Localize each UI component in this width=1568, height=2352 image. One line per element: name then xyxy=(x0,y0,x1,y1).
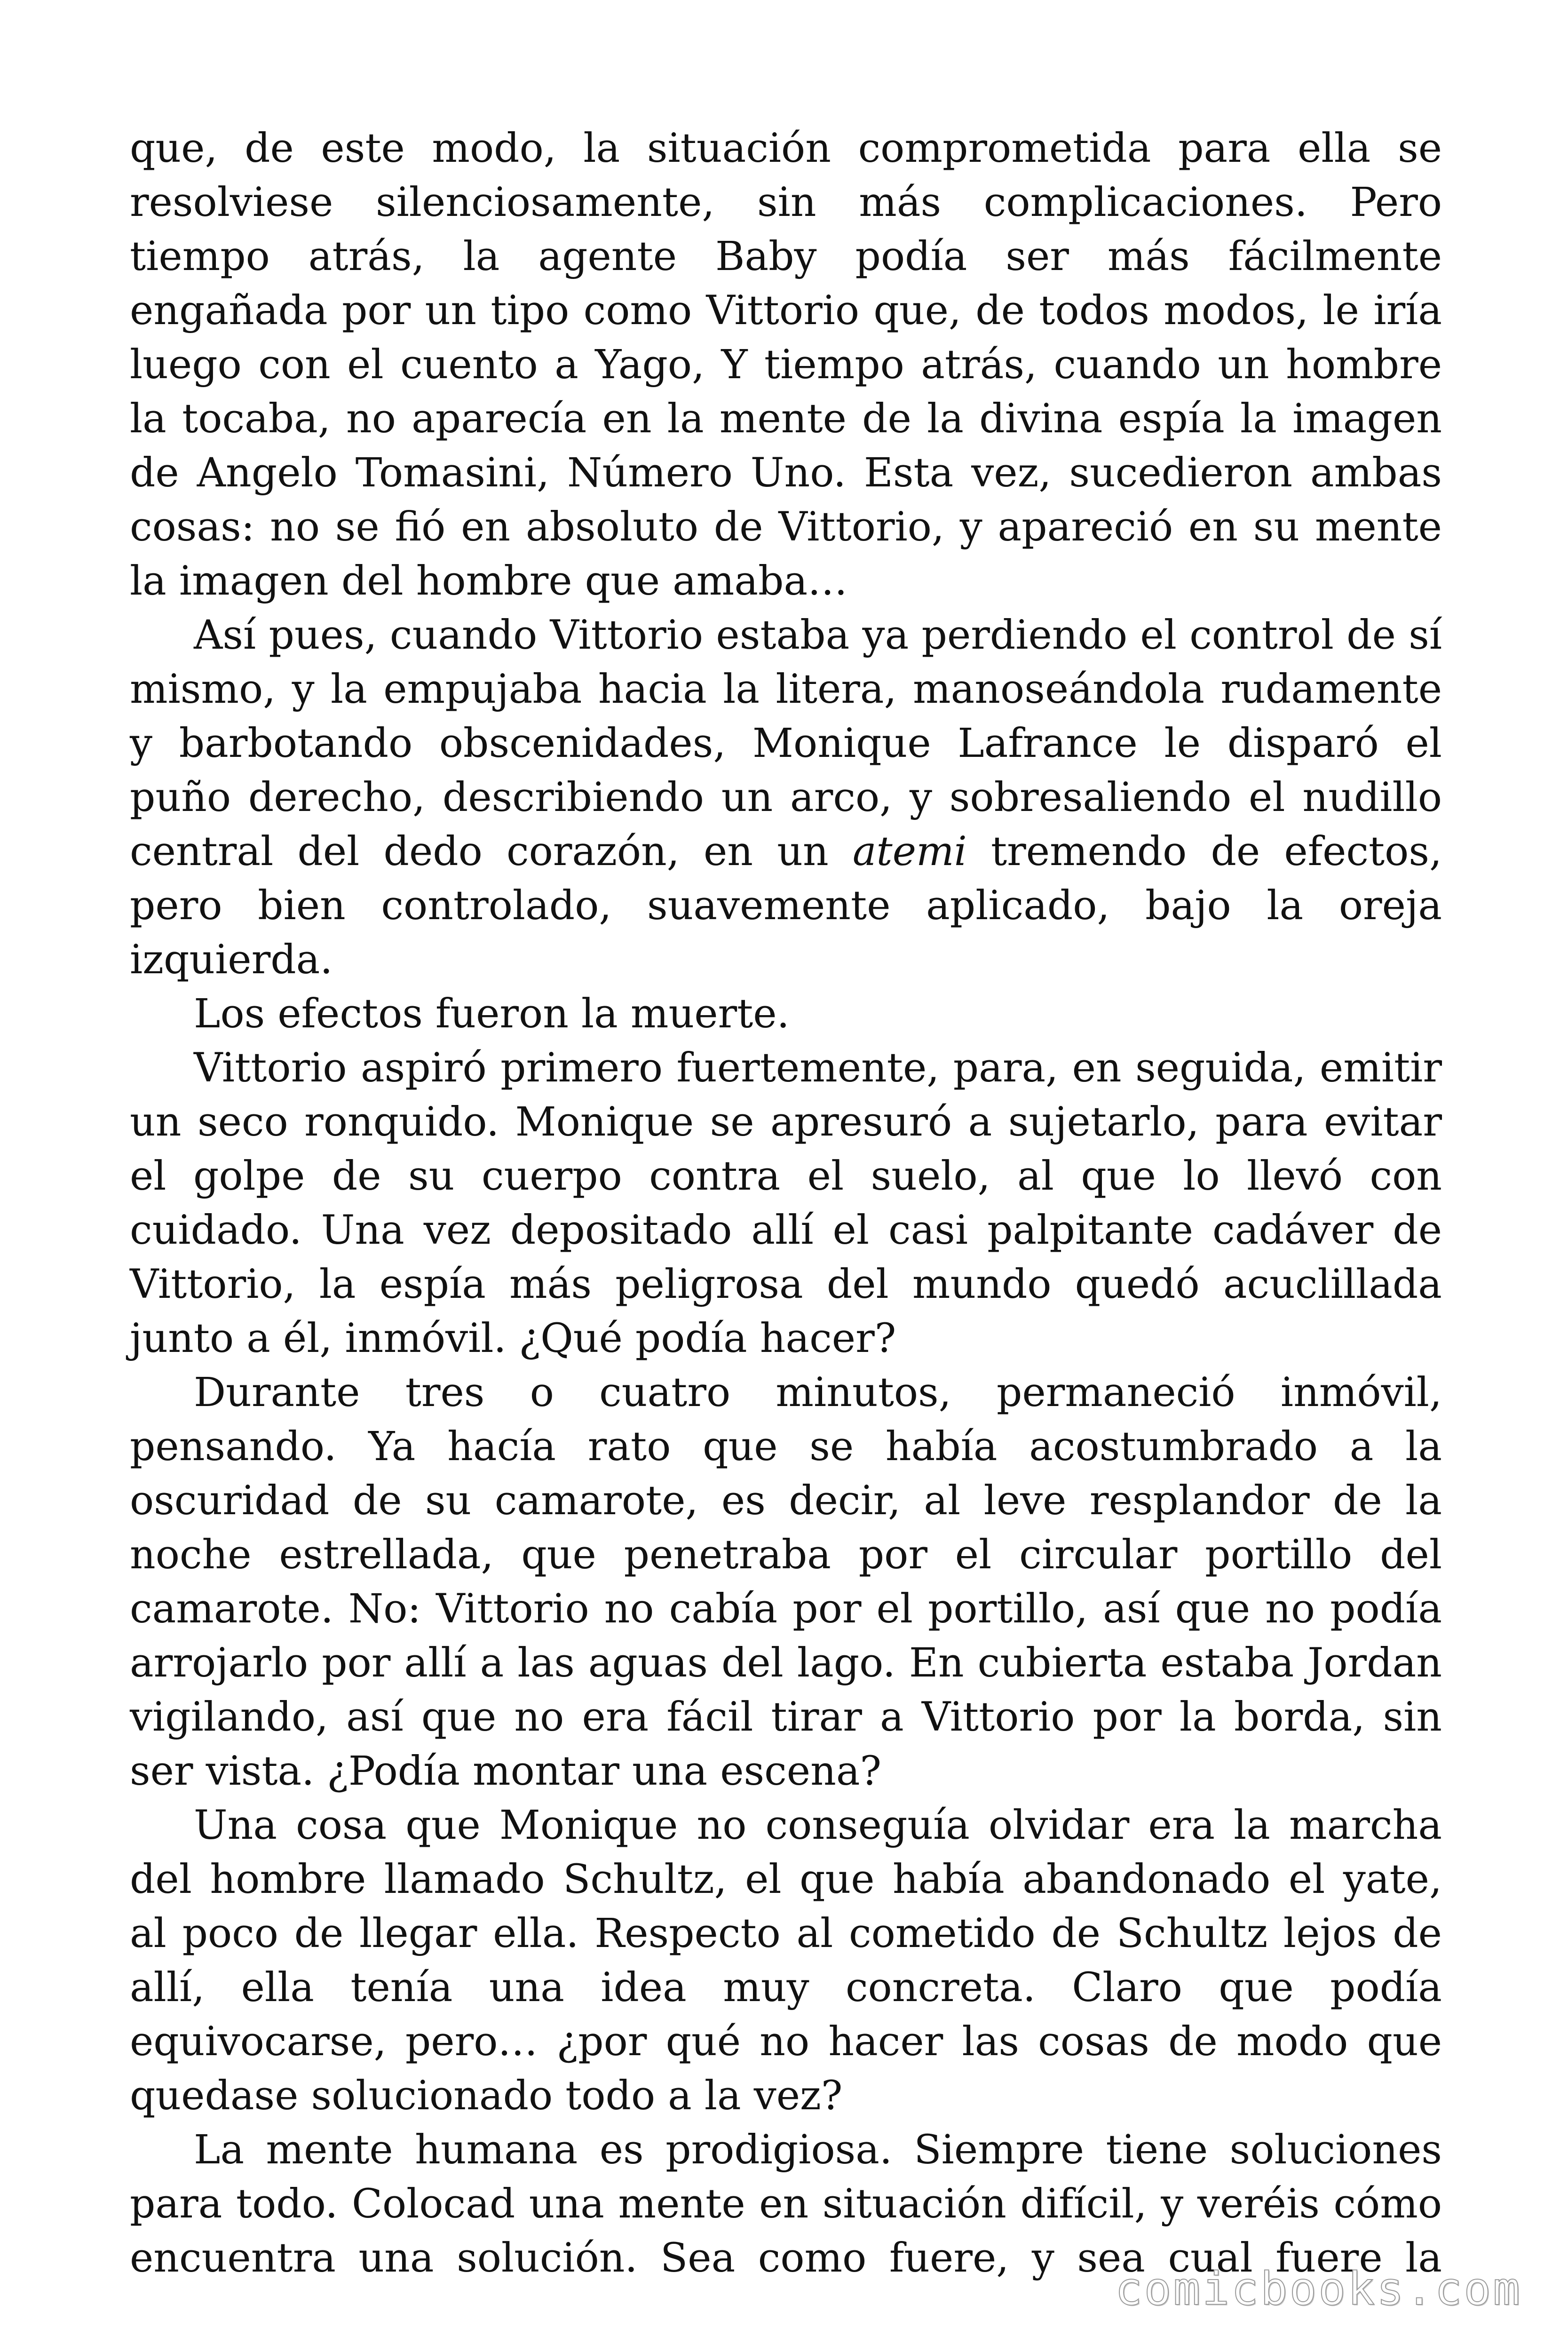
paragraph-6: Una cosa que Monique no conseguía olvidar era la marcha del hombre llamado Schultz, el que había abandonado el yate, al poco de llegar ella. Respecto al cometido de Schultz lejos de allí, ella tenía una idea muy concreta. Claro que podía equivocarse, pero… ¿por qué no hacer las cosas de modo que quedase solucionado todo a la vez? xyxy=(130,1802,1442,2119)
book-page-text xyxy=(130,121,1442,2285)
watermark: comicbooks.com xyxy=(1115,2263,1522,2315)
paragraph-7: La mente humana es prodigiosa. Siempre tiene soluciones para todo. Colocad una mente en situación difícil, y veréis cómo encuentra una solución. Sea como fuere, y sea cual fuere la xyxy=(130,2127,1442,2281)
paragraph-2-text-end: tremendo de efectos, pero bien controlado, suavemente aplicado, bajo la oreja izquierda. xyxy=(130,828,1442,983)
paragraph-2-text-start: Así pues, cuando Vittorio estaba ya perdiendo el control de sí mismo, y la empujaba hacia la litera, manoseándola rudamente y barbotando obscenidades, Monique Lafrance le disparó el puño derecho, describiendo un arco, y sobresaliendo el nudillo central del dedo corazón, en un xyxy=(130,612,1442,875)
paragraph-5: Durante tres o cuatro minutos, permaneció inmóvil, pensando. Ya hacía rato que se había acostumbrado a la oscuridad de su camarote, es decir, al leve resplandor de la noche estrellada, que penetraba por el circular portillo del camarote. No: Vittorio no cabía por el portillo, así que no podía arrojarlo por allí a las aguas del lago. En cubierta estaba Jordan vigilando, así que no era fácil tirar a Vittorio por la borda, sin ser vista. ¿Podía montar una escena? xyxy=(130,1369,1442,1795)
paragraph-3: Los efectos fueron la muerte. xyxy=(194,991,790,1037)
italic-term: atemi xyxy=(852,828,967,875)
paragraph-1: que, de este modo, la situación comprometida para ella se resolviese silenciosamente, sin más complicaciones. Pero tiempo atrás, la agente Baby podía ser más fácilmente engañada por un tipo como Vittorio que, de todos modos, le iría luego con el cuento a Yago, Y tiempo atrás, cuando un hombre la tocaba, no aparecía en la mente de la divina espía la imagen de Angelo Tomasini, Número Uno. Esta vez, sucedieron ambas cosas: no se fió en absoluto de Vittorio, y apareció en su mente la imagen del hombre que amaba… xyxy=(130,125,1442,604)
paragraph-4: Vittorio aspiró primero fuertemente, para, en seguida, emitir un seco ronquido. Monique se apresuró a sujetarlo, para evitar el golpe de su cuerpo contra el suelo, al que lo llevó con cuidado. Una vez depositado allí el casi palpitante cadáver de Vittorio, la espía más peligrosa del mundo quedó acuclillada junto a él, inmóvil. ¿Qué podía hacer? xyxy=(130,1045,1442,1362)
paragraph-2 xyxy=(130,608,1442,987)
